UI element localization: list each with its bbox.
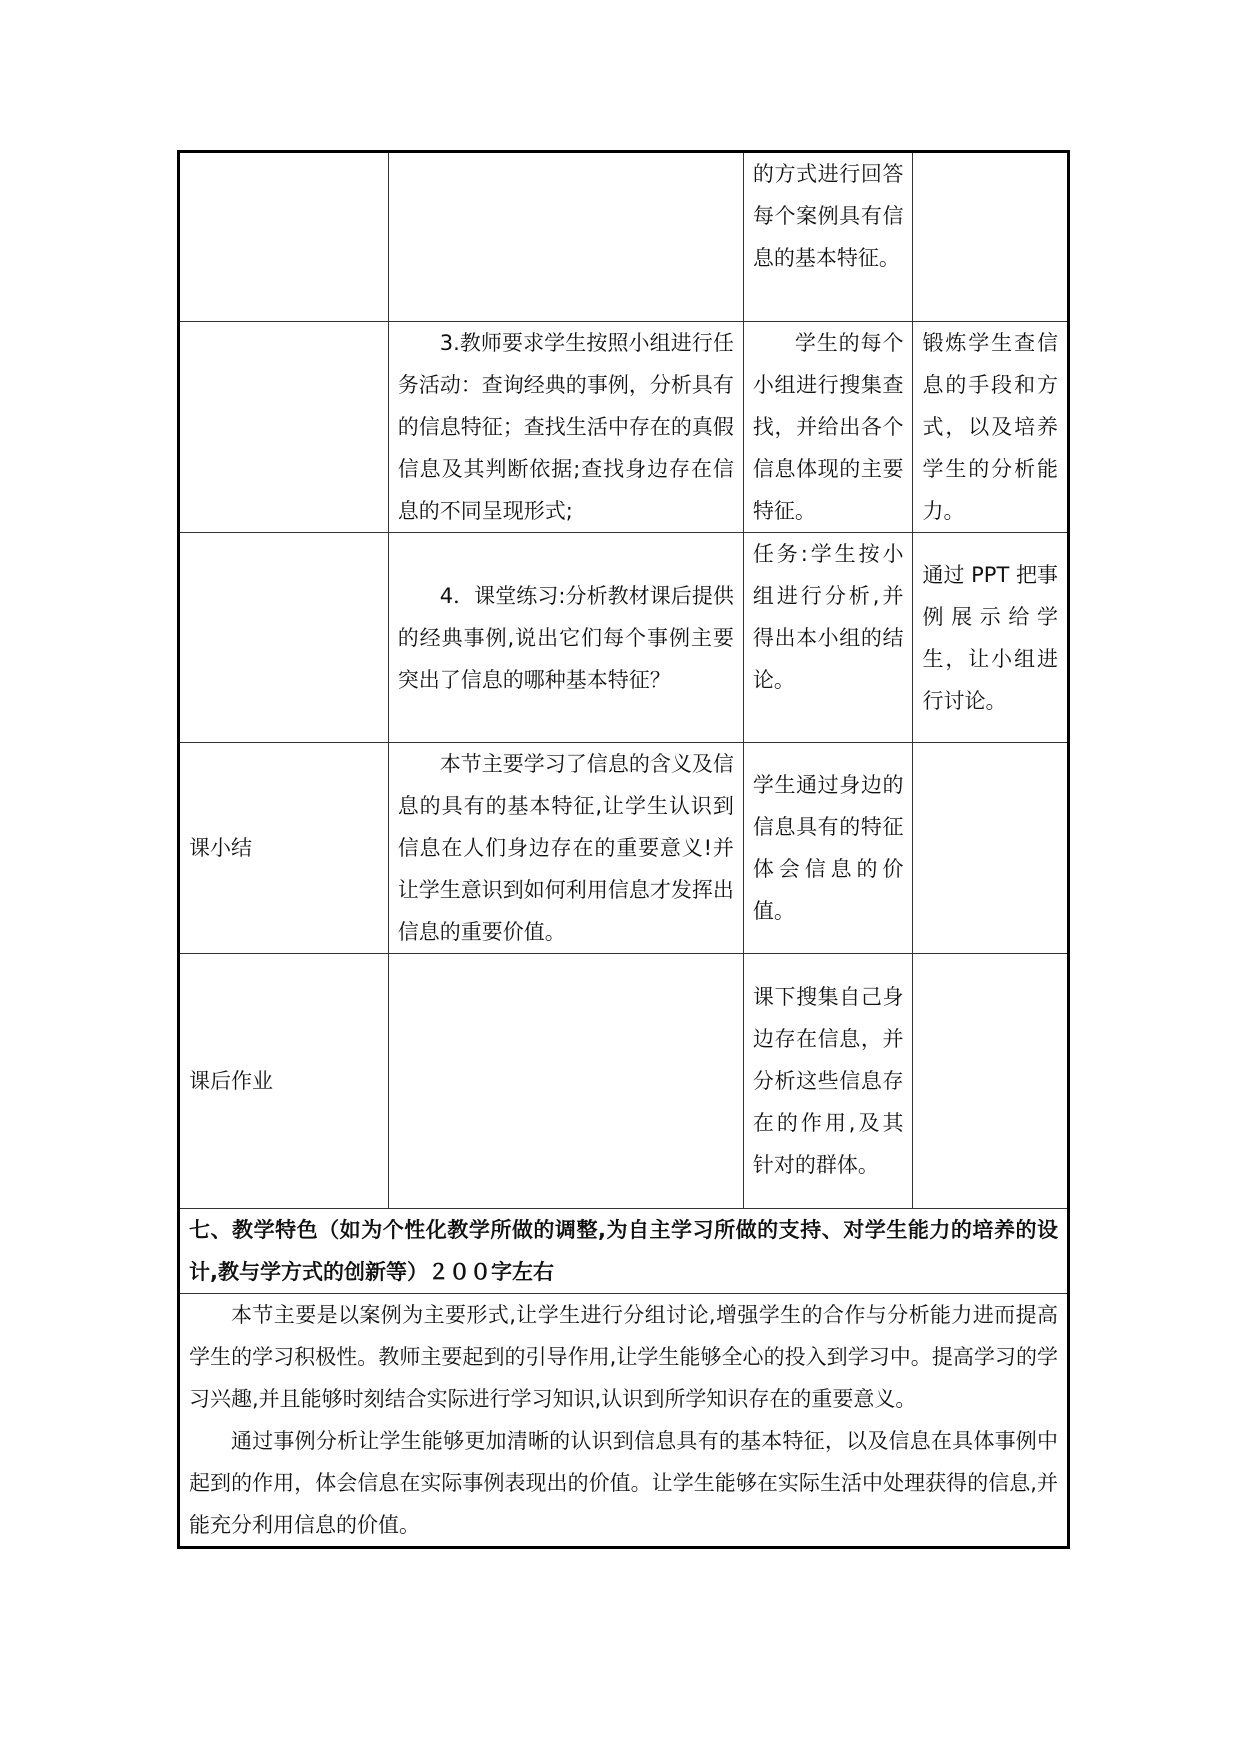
table-row <box>179 322 1069 533</box>
table-row <box>179 1294 1069 1548</box>
section-paragraph: 通过事例分析让学生能够更加清晰的认识到信息具有的基本特征，以及信息在具体事例中起到的作用，体会信息在实际事例表现出的价值。让学生能够在实际生活中处理获得的信息,并能充分利用信息的价值。 <box>189 1429 1058 1537</box>
teacher-activity-cell <box>388 533 743 743</box>
design-intent-cell <box>913 322 1069 533</box>
table-row <box>179 954 1069 1209</box>
teacher-activity-cell <box>388 954 743 1209</box>
teacher-activity-cell <box>388 152 743 322</box>
design-intent-cell <box>913 152 1069 322</box>
student-activity-text: 的方式进行回答每个案例具有信息的基本特征。 <box>752 162 904 270</box>
section-heading-cell <box>179 1209 1069 1294</box>
student-activity-cell <box>743 322 913 533</box>
table-row <box>179 533 1069 743</box>
stage-cell <box>179 322 389 533</box>
stage-cell <box>179 743 389 954</box>
student-activity-text: 任务:学生按小组进行分析,并得出本小组的结论。 <box>752 542 904 692</box>
student-activity-text: 学生通过身边的信息具有的特征体会信息的价值。 <box>752 773 904 923</box>
design-intent-cell <box>913 533 1069 743</box>
teacher-activity-cell <box>388 743 743 954</box>
table-row <box>179 1209 1069 1294</box>
design-intent-cell <box>913 954 1069 1209</box>
teacher-activity-text: 本节主要学习了信息的含义及信息的具有的基本特征,让学生认识到信息在人们身边存在的重要意义!并让学生意识到如何利用信息才发挥出信息的重要价值。 <box>397 752 734 944</box>
stage-cell <box>179 152 389 322</box>
design-intent-cell <box>913 743 1069 954</box>
student-activity-text: 学生的每个小组进行搜集查找，并给出各个信息体现的主要特征。 <box>752 331 904 523</box>
table-row <box>179 743 1069 954</box>
stage-cell <box>179 533 389 743</box>
table-row <box>179 152 1069 322</box>
section-paragraph: 本节主要是以案例为主要形式,让学生进行分组讨论,增强学生的合作与分析能力进而提高学生的学习积极性。教师主要起到的引导作用,让学生能够全心的投入到学习中。提高学习的学习兴趣,并且能够时刻结合实际进行学习知识,认识到所学知识存在的重要意义。 <box>189 1303 1058 1411</box>
design-intent-text: 锻炼学生查信息的手段和方式，以及培养学生的分析能力。 <box>922 331 1058 523</box>
section-body-cell <box>179 1294 1069 1548</box>
teacher-activity-cell <box>388 322 743 533</box>
stage-label: 课小结 <box>189 836 252 860</box>
student-activity-cell <box>743 533 913 743</box>
lesson-plan-table <box>177 150 1070 1549</box>
teacher-activity-text: 4．课堂练习:分析教材课后提供的经典事例,说出它们每个事例主要突出了信息的哪种基本特征？ <box>397 583 734 692</box>
student-activity-cell <box>743 954 913 1209</box>
design-intent-text: 通过 PPT 把事例展示给学生，让小组进行讨论。 <box>922 562 1058 713</box>
teacher-activity-text: 3.教师要求学生按照小组进行任务活动：查询经典的事例，分析具有的信息特征；查找生活中存在的真假信息及其判断依据;查找身边存在信息的不同呈现形式; <box>397 331 734 523</box>
student-activity-cell <box>743 743 913 954</box>
stage-label: 课后作业 <box>189 1069 273 1093</box>
student-activity-cell <box>743 152 913 322</box>
stage-cell <box>179 954 389 1209</box>
student-activity-text: 课下搜集自己身边存在信息，并分析这些信息存在的作用,及其针对的群体。 <box>752 985 904 1177</box>
section-heading: 七、教学特色（如为个性化教学所做的调整,为自主学习所做的支持、对学生能力的培养的设计,教与学方式的创新等）２００字左右 <box>189 1218 1058 1284</box>
